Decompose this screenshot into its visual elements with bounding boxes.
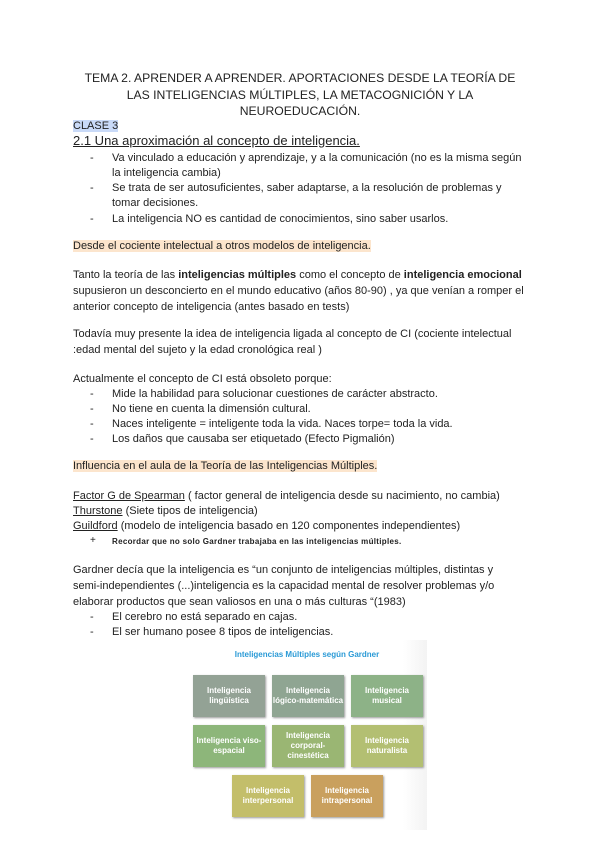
intelligence-box: Inteligencia intrapersonal bbox=[311, 775, 383, 817]
bullet: Naces inteligente = inteligente toda la vida. Naces torpe= toda la vida. bbox=[112, 418, 453, 430]
gardner-figure bbox=[187, 640, 427, 830]
intelligence-box: Inteligencia naturalista bbox=[351, 725, 423, 767]
subheading: Desde el cociente intelectual a otros modelos de inteligencia. bbox=[73, 240, 371, 252]
paragraph-line: :edad mental del sujeto y la edad cronológica real ) bbox=[73, 344, 322, 356]
subheading: Influencia en el aula de la Teoría de las Inteligencias Múltiples. bbox=[73, 460, 378, 472]
bullet: La inteligencia NO es cantidad de conocimientos, sino saber usarlos. bbox=[112, 213, 449, 225]
paragraph-line: Tanto la teoría de las inteligencias múltiples como el concepto de inteligencia emocional bbox=[73, 269, 522, 281]
paragraph-line: elaborar productos que sean valiosos en una o más culturas “(1983) bbox=[73, 596, 406, 608]
document-page: TEMA 2. APRENDER A APRENDER. APORTACIONES DESDE LA TEORÍA DE LAS INTELIGENCIAS MÚLTIPLES, LA METACOGNICIÓN Y LA NEUROEDUCACIÓN. CLASE 3 2.1 Una aproximación al concepto de inteligencia. - Va vinculado a educación y aprendizaje, y a la comunicación (no es la misma según la inteligencia cambia) - Se trata de ser autosuficientes, saber adaptarse, a la resolución de problemas y tomar decisiones. - La inteligencia NO es cantidad de conocimientos, sino saber usarlos. Desde el cociente intelectual a otros modelos de inteligencia. Tanto la teoría de las inteligencias múltiples como el concepto de inteligencia emocional supusieron un desconcierto en el mundo educativo (años 80-90) , ya que venían a romper el anterior concepto de inteligencia (antes basado en tests) Todavía muy presente la idea de inteligencia ligada al concepto de CI (cociente intelectual :edad mental del sujeto y la edad cronológica real ) Actualmente el concepto de CI está obsoleto porque: - Mide la habilidad para solucionar cuestiones de carácter abstracto. - No tiene en cuenta la dimensión cultural. - Naces inteligente = inteligente toda la vida. Naces torpe= toda la vida. - Los daños que causaba ser etiquetado (Efecto Pigmalión) Influencia en el aula de la Teoría de las Inteligencias Múltiples. Factor G de Spearman ( factor general de inteligencia desde su nacimiento, no cambia) Thurstone (Siete tipos de inteligencia) Guildford (modelo de inteligencia basado en 120 componentes independientes) + Recordar que no solo Gardner trabajaba en las inteligencias múltiples. Gardner decía que la inteligencia es “un conjunto de inteligencias múltiples, distintas y semi-independientes (...)inteligencia es la capacidad mental de resolver problemas y/o elaborar productos que sean valiosos en una o más culturas “(1983) - El cerebro no está separado en cajas. - El ser humano posee 8 tipos de inteligencias. Inteligencias Múltiples según Gardner Inteligencia lingüística Inteligencia lógico-matemática Inteligencia musical Inteligencia viso-espacial Inteligencia corporal-cinestética Inteligencia naturalista Inteligencia interpersonal Inteligencia intrapersonal bbox=[0, 0, 600, 848]
bullet-cont: la inteligencia cambia) bbox=[112, 167, 221, 179]
bullet: Los daños que causaba ser etiquetado (Efecto Pigmalión) bbox=[112, 433, 395, 445]
section-heading: 2.1 Una aproximación al concepto de inteligencia. bbox=[73, 133, 360, 148]
author-line: Factor G de Spearman ( factor general de inteligencia desde su nacimiento, no cambia) bbox=[73, 490, 500, 502]
paragraph-line: supusieron un desconcierto en el mundo educativo (años 80-90) , ya que venían a romper el bbox=[73, 285, 524, 297]
intelligence-box: Inteligencia lógico-matemática bbox=[272, 675, 344, 717]
figure-title: Inteligencias Múltiples según Gardner bbox=[234, 650, 380, 659]
doc-title-line: LAS INTELIGENCIAS MÚLTIPLES, LA METACOGNICIÓN Y LA bbox=[126, 88, 474, 102]
intelligence-box: Inteligencia viso-espacial bbox=[193, 725, 265, 767]
paragraph-line: anterior concepto de inteligencia (antes basado en tests) bbox=[73, 301, 350, 313]
bullet: Va vinculado a educación y aprendizaje, y a la comunicación (no es la misma según bbox=[112, 152, 522, 164]
intelligence-box: Inteligencia lingüística bbox=[193, 675, 265, 717]
intelligence-box: Inteligencia musical bbox=[351, 675, 423, 717]
paragraph-line: semi-independientes (...)inteligencia es la capacidad mental de resolver problemas y/o bbox=[73, 580, 495, 592]
paragraph-line: Todavía muy presente la idea de inteligencia ligada al concepto de CI (cociente intelectual bbox=[73, 328, 512, 340]
doc-title-line: NEUROEDUCACIÓN. bbox=[239, 104, 361, 118]
intelligence-box: Inteligencia interpersonal bbox=[232, 775, 304, 817]
intelligence-box: Inteligencia corporal-cinestética bbox=[272, 725, 344, 767]
bullet-cont: tomar decisiones. bbox=[112, 197, 199, 209]
paragraph-line: Gardner decía que la inteligencia es “un conjunto de inteligencias múltiples, distintas y bbox=[73, 564, 494, 576]
doc-title-line: TEMA 2. APRENDER A APRENDER. APORTACIONES DESDE LA TEORÍA DE bbox=[84, 71, 516, 85]
bullet: El ser humano posee 8 tipos de inteligencias. bbox=[112, 626, 334, 638]
bullet: Se trata de ser autosuficientes, saber adaptarse, a la resolución de problemas y bbox=[112, 182, 502, 194]
bullet: El cerebro no está separado en cajas. bbox=[112, 611, 298, 623]
author-line: Thurstone (Siete tipos de inteligencia) bbox=[73, 505, 258, 517]
bullet: No tiene en cuenta la dimensión cultural. bbox=[112, 403, 311, 415]
note: Recordar que no solo Gardner trabajaba en las inteligencias múltiples. bbox=[112, 537, 402, 546]
paragraph-line: Actualmente el concepto de CI está obsoleto porque: bbox=[73, 373, 332, 385]
author-line: Guildford (modelo de inteligencia basado en 120 componentes independientes) bbox=[73, 520, 461, 532]
class-label: CLASE 3 bbox=[73, 120, 119, 132]
bullet: Mide la habilidad para solucionar cuestiones de carácter abstracto. bbox=[112, 388, 438, 400]
